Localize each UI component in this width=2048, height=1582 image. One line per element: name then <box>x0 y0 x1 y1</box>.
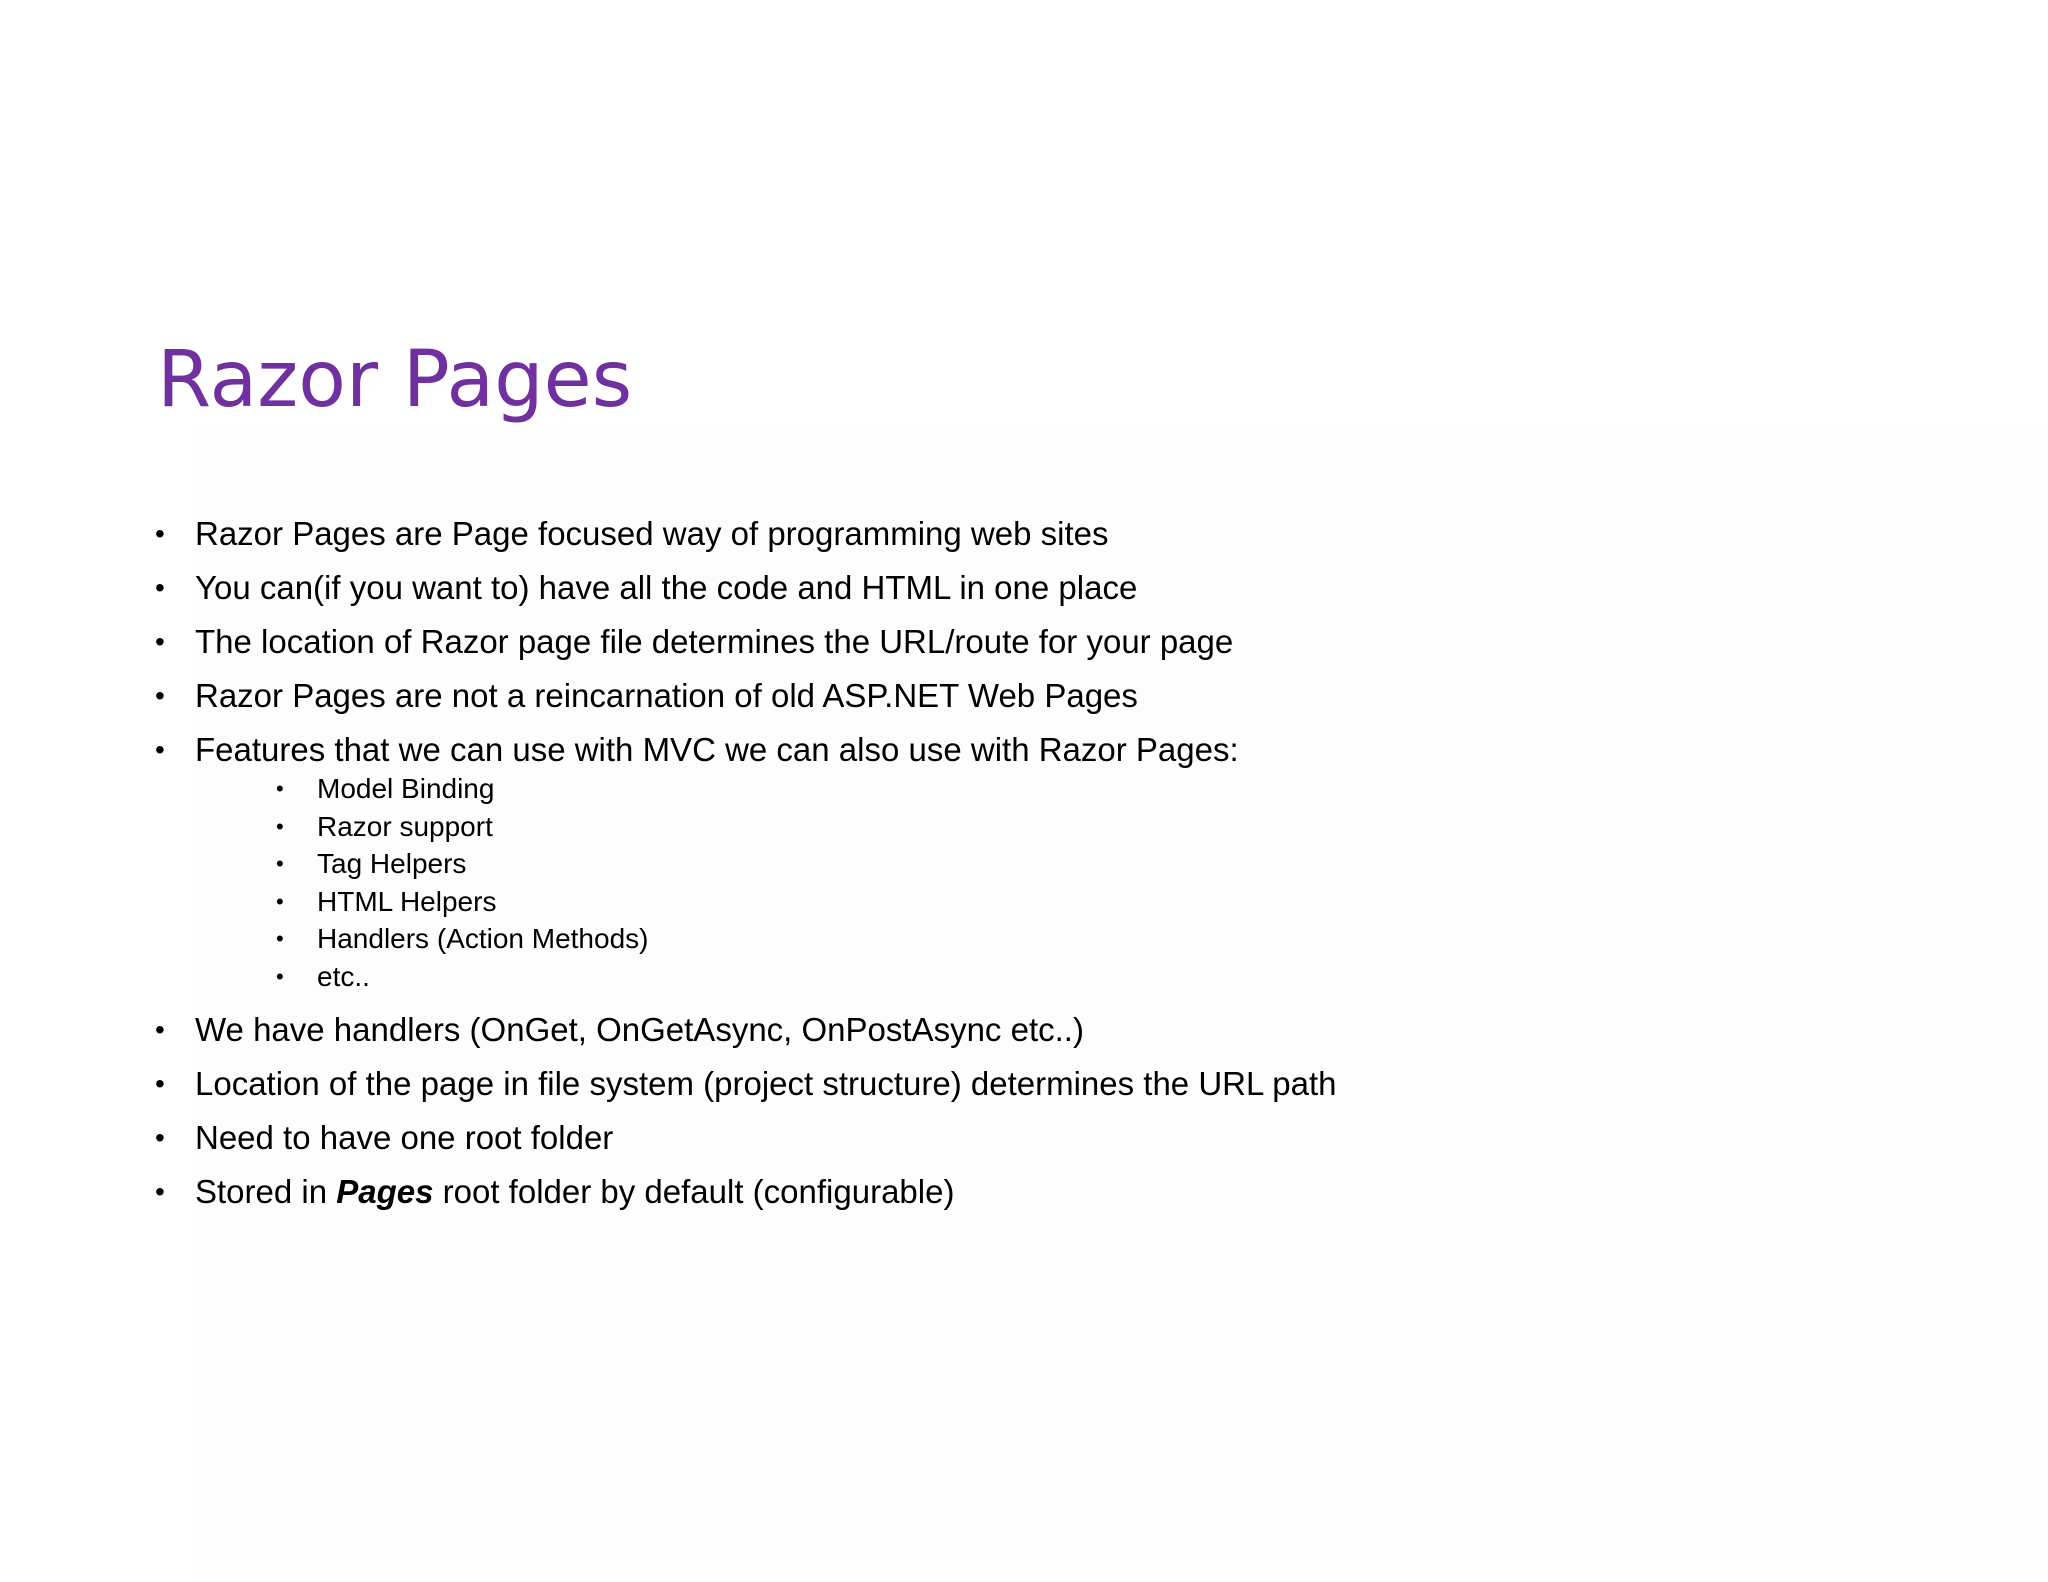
sub-bullet-text: HTML Helpers <box>317 885 497 917</box>
bullet-item <box>150 1010 1850 1050</box>
sub-bullet-text: Handlers (Action Methods) <box>317 923 649 955</box>
slide-title: Razor Pages <box>157 335 633 425</box>
bullet-item <box>150 514 1850 554</box>
sub-bullet-item <box>195 808 1850 846</box>
bullet-item <box>150 1064 1850 1104</box>
sub-bullet-marker: • <box>276 963 284 989</box>
bullet-text: Location of the page in file system (project structure) determines the URL path <box>195 1064 1337 1102</box>
bullet-item-features <box>150 730 1850 996</box>
bullet-marker: • <box>155 1175 165 1207</box>
bullet-text: Features that we can use with MVC we can also use with Razor Pages: <box>195 731 1239 768</box>
sub-bullet-marker: • <box>276 813 284 839</box>
bullet-marker: • <box>155 1121 165 1153</box>
sub-bullet-item <box>195 883 1850 921</box>
sub-bullet-text: Model Binding <box>317 773 495 804</box>
bullet-text-emphasis: Pages <box>336 1172 434 1210</box>
bullet-text-suffix: root folder by default (configurable) <box>433 1172 955 1210</box>
sub-bullet-item <box>195 845 1850 883</box>
sub-bullet-text: Razor support <box>317 810 493 842</box>
bullet-marker: • <box>155 734 165 765</box>
bullet-marker: • <box>155 518 165 549</box>
sub-bullet-list <box>195 770 1850 996</box>
sub-bullet-text: etc.. <box>317 960 370 992</box>
sub-bullet-item <box>195 920 1850 958</box>
sub-bullet-marker: • <box>276 888 284 914</box>
bullet-text: Razor Pages are not a reincarnation of old ASP.NET Web Pages <box>195 677 1138 714</box>
sub-bullet-marker: • <box>276 851 284 877</box>
sub-bullet-marker: • <box>276 776 284 801</box>
sub-bullet-item <box>195 770 1850 808</box>
bullet-marker: • <box>155 572 165 603</box>
bullet-text-prefix: Stored in <box>195 1172 337 1210</box>
sub-bullet-text: Tag Helpers <box>317 848 467 880</box>
bullet-marker: • <box>155 680 165 711</box>
bullet-text: The location of Razor page file determines the URL/route for your page <box>195 623 1234 660</box>
bullet-marker: • <box>155 1067 165 1099</box>
bullet-item <box>150 622 1850 662</box>
bullet-marker: • <box>155 1013 165 1045</box>
bullet-item <box>150 568 1850 608</box>
bullet-item <box>150 676 1850 716</box>
sub-bullet-item <box>195 958 1850 996</box>
bullet-item-pages-folder <box>150 1172 1850 1212</box>
sub-bullet-marker: • <box>276 926 284 952</box>
bullet-text: Razor Pages are Page focused way of programming web sites <box>195 515 1109 552</box>
bullet-item <box>150 1118 1850 1158</box>
bullet-list <box>150 514 1850 1226</box>
bullet-text: Need to have one root folder <box>195 1118 614 1156</box>
bullet-marker: • <box>155 626 165 657</box>
bullet-text: We have handlers (OnGet, OnGetAsync, OnPostAsync etc..) <box>195 1010 1084 1048</box>
bullet-text: You can(if you want to) have all the code and HTML in one place <box>195 569 1138 606</box>
